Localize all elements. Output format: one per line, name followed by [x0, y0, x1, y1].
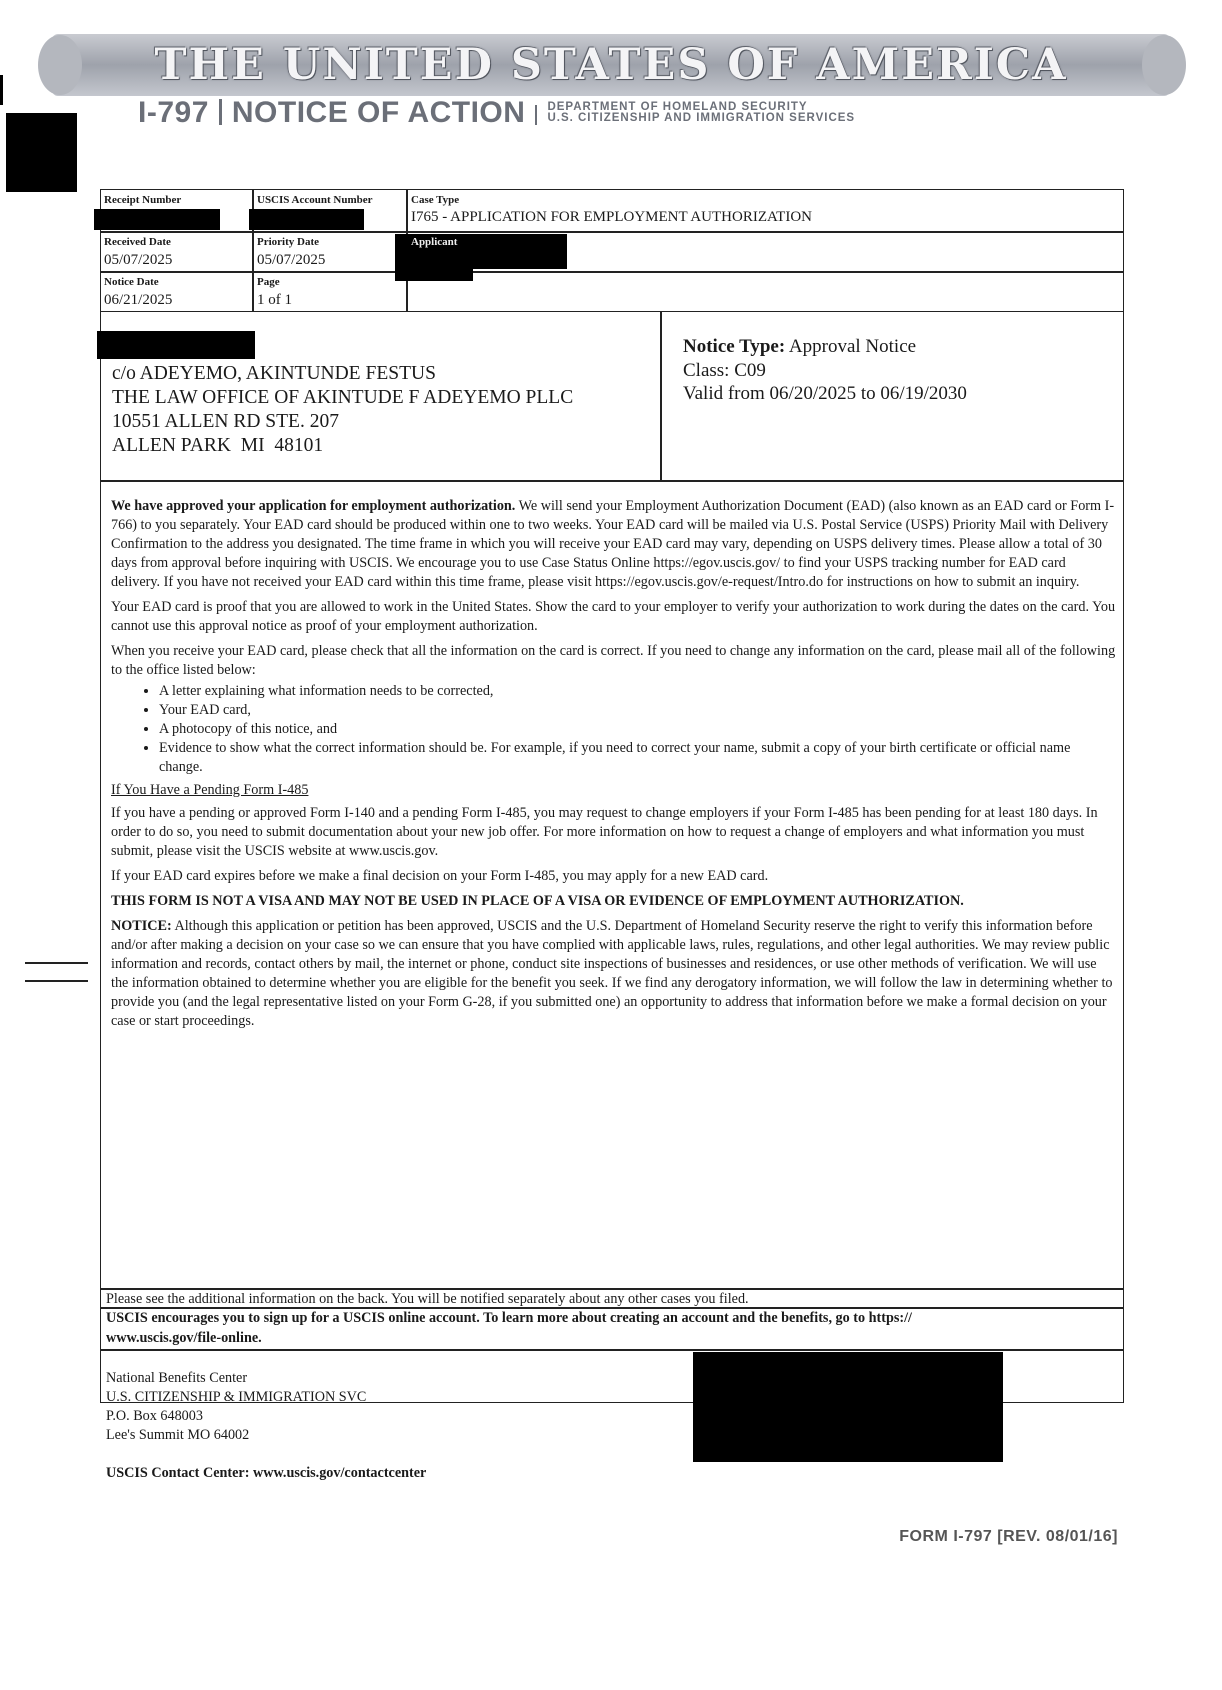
banner-title: THE UNITED STATES OF AMERICA: [154, 40, 1068, 90]
notice-heading: [138, 96, 855, 136]
receipt-number-redacted: [94, 209, 220, 230]
table-divider: [252, 189, 254, 312]
valid-dates-line: Valid from 06/20/2025 to 06/19/2030: [683, 383, 967, 404]
address-line: 10551 ALLEN RD STE. 207: [112, 411, 339, 432]
address-line: THE LAW OFFICE OF AKINTUDE F ADEYEMO PLLC: [112, 387, 574, 408]
address-line: c/o ADEYEMO, AKINTUNDE FESTUS: [112, 363, 436, 384]
redaction-block: [6, 113, 77, 192]
office-line: P.O. Box 648003: [106, 1408, 203, 1424]
pending-i485-paragraph: If you have a pending or approved Form I-140 and a pending Form I-485, you may request to change employers if your Form I-485 has been pending for at least 180 days. In order to do so, you need to submit documentation about your new job offer. For more information on how to request a change of employers and what information you must submit, please visit the USCIS website at www.uscis.gov.: [111, 805, 1098, 859]
office-line: Lee's Summit MO 64002: [106, 1427, 250, 1443]
pending-i485-heading: If You Have a Pending Form I-485: [111, 782, 309, 798]
notice-body: [111, 497, 1117, 1037]
page-label: Page: [257, 276, 280, 288]
not-a-visa-warning: THIS FORM IS NOT A VISA AND MAY NOT BE USED IN PLACE OF A VISA OR EVIDENCE OF EMPLOYMENT AUTHORIZATION.: [111, 893, 964, 909]
title-separator: [535, 105, 537, 125]
form-number: I-797: [138, 96, 209, 129]
notice-type-value: Approval Notice: [785, 336, 917, 357]
case-type-value: I765 - APPLICATION FOR EMPLOYMENT AUTHORIZATION: [411, 209, 812, 225]
form-revision: FORM I-797 [REV. 08/01/16]: [899, 1528, 1118, 1545]
service-center-address: [106, 1369, 366, 1445]
margin-mark: [25, 962, 88, 964]
barcode-redacted: [693, 1352, 1003, 1462]
margin-mark: [25, 980, 88, 982]
title-separator: [219, 99, 222, 125]
class-line: Class: C09: [683, 359, 766, 381]
table-divider: [100, 231, 1124, 233]
applicant-label: Applicant: [411, 236, 458, 248]
correction-list: [111, 682, 1117, 777]
notice-text: Although this application or petition has been approved, USCIS and the U.S. Department of Homeland Security reserve the right to verify this information before and/or after making a decision on your case so we can ensure that you have complied with applicable laws, rules, regulations, and other legal authorities. We may review public information and records, contact others by mail, the internet or phone, conduct site inspections of businesses and residences, or use other methods of verification. We will use the information obtained to determine whether you are eligible for the benefit you seek. If we find any derogatory information, we will follow the law in determining whether to provide you (and the legal representative listed on your Form G-28, if you submitted one) an opportunity to address that information before we make a formal decision on your case or start proceedings.: [111, 918, 1113, 1029]
address-divider: [660, 311, 662, 481]
list-item: • Your EAD card,: [159, 701, 1117, 720]
priority-date-value: 05/07/2025: [257, 252, 326, 268]
address-line: ALLEN PARK MI 48101: [112, 435, 324, 456]
notice-label: NOTICE:: [111, 918, 172, 934]
page-value: 1 of 1: [257, 292, 292, 308]
ead-proof-paragraph: Your EAD card is proof that you are allowed to work in the United States. Show the card to your employer to verify your authorization to work during the dates on the card. You cannot use this approval notice as proof of your employment authorization.: [111, 599, 1116, 634]
address-divider: [100, 480, 1124, 482]
office-line: U.S. CITIZENSHIP & IMMIGRATION SVC: [106, 1389, 367, 1405]
notice-info: [683, 335, 967, 406]
additional-info-note: Please see the additional information on the back. You will be notified separately about any other cases you filed.: [106, 1291, 749, 1307]
notice-date-value: 06/21/2025: [104, 292, 173, 308]
department-block: [547, 102, 855, 124]
priority-date-label: Priority Date: [257, 236, 319, 248]
case-type-label: Case Type: [411, 194, 460, 206]
department-line-1: DEPARTMENT OF HOMELAND SECURITY: [547, 101, 808, 113]
ead-expiry-paragraph: If your EAD card expires before we make a final decision on your Form I-485, you may apply for a new EAD card.: [111, 868, 769, 884]
mailing-address: [112, 362, 573, 458]
correction-paragraph: When you receive your EAD card, please check that all the information on the card is correct. If you need to change any information on the card, please mail all of the following to the office listed below:: [111, 643, 1116, 678]
notice-type-label: Notice Type:: [683, 336, 786, 357]
approval-statement: We have approved your application for employment authorization.: [111, 498, 516, 514]
case-info-table: [100, 189, 1124, 312]
approval-details: We will send your Employment Authorization Document (EAD) (also known as an EAD card or Form I-766) to you separately. Your EAD card should be produced within one to two weeks. Your EAD card will be mailed via U.S. Postal Service (USPS) Priority Mail with Delivery Confirmation to the address you designated. The time frame in which you will receive your EAD card may vary, depending on USPS delivery times. Please allow a total of 30 days from approval before inquiring with USCIS. We encourage you to use Case Status Online https://egov.uscis.gov/ to find your USPS tracking number for EAD card delivery. If you have not received your EAD card within this time frame, please visit https://egov.uscis.gov/e-request/Intro.do for instructions on how to submit an inquiry.: [111, 498, 1115, 590]
table-divider: [100, 271, 1124, 273]
scan-edge-mark: [0, 75, 3, 105]
list-item: • A letter explaining what information needs to be corrected,: [159, 682, 1117, 701]
verification-notice: [111, 917, 1117, 1031]
list-item: • A photocopy of this notice, and: [159, 720, 1117, 739]
account-number-redacted: [249, 209, 364, 230]
footer-divider: [100, 1349, 1124, 1351]
received-date-label: Received Date: [104, 236, 171, 248]
name-redacted: [97, 331, 255, 359]
approval-paragraph: [111, 497, 1117, 592]
notice-of-action-title: NOTICE OF ACTION: [231, 96, 526, 129]
online-account-link: www.uscis.gov/file-online.: [106, 1330, 262, 1346]
receipt-number-label: Receipt Number: [104, 194, 182, 206]
account-number-label: USCIS Account Number: [257, 194, 373, 206]
contact-center: USCIS Contact Center: www.uscis.gov/contactcenter: [106, 1465, 427, 1481]
list-item: • Evidence to show what the correct information should be. For example, if you need to correct your name, submit a copy of your birth certificate or official name change.: [159, 739, 1117, 777]
online-account-notice: [106, 1308, 912, 1348]
applicant-redacted-2: [395, 263, 473, 281]
office-line: National Benefits Center: [106, 1370, 248, 1386]
online-account-line: USCIS encourages you to sign up for a USCIS online account. To learn more about creating an account and the benefits, go to https://: [106, 1310, 912, 1326]
received-date-value: 05/07/2025: [104, 252, 173, 268]
department-line-2: U.S. CITIZENSHIP AND IMMIGRATION SERVICES: [547, 112, 856, 124]
notice-date-label: Notice Date: [104, 276, 159, 288]
